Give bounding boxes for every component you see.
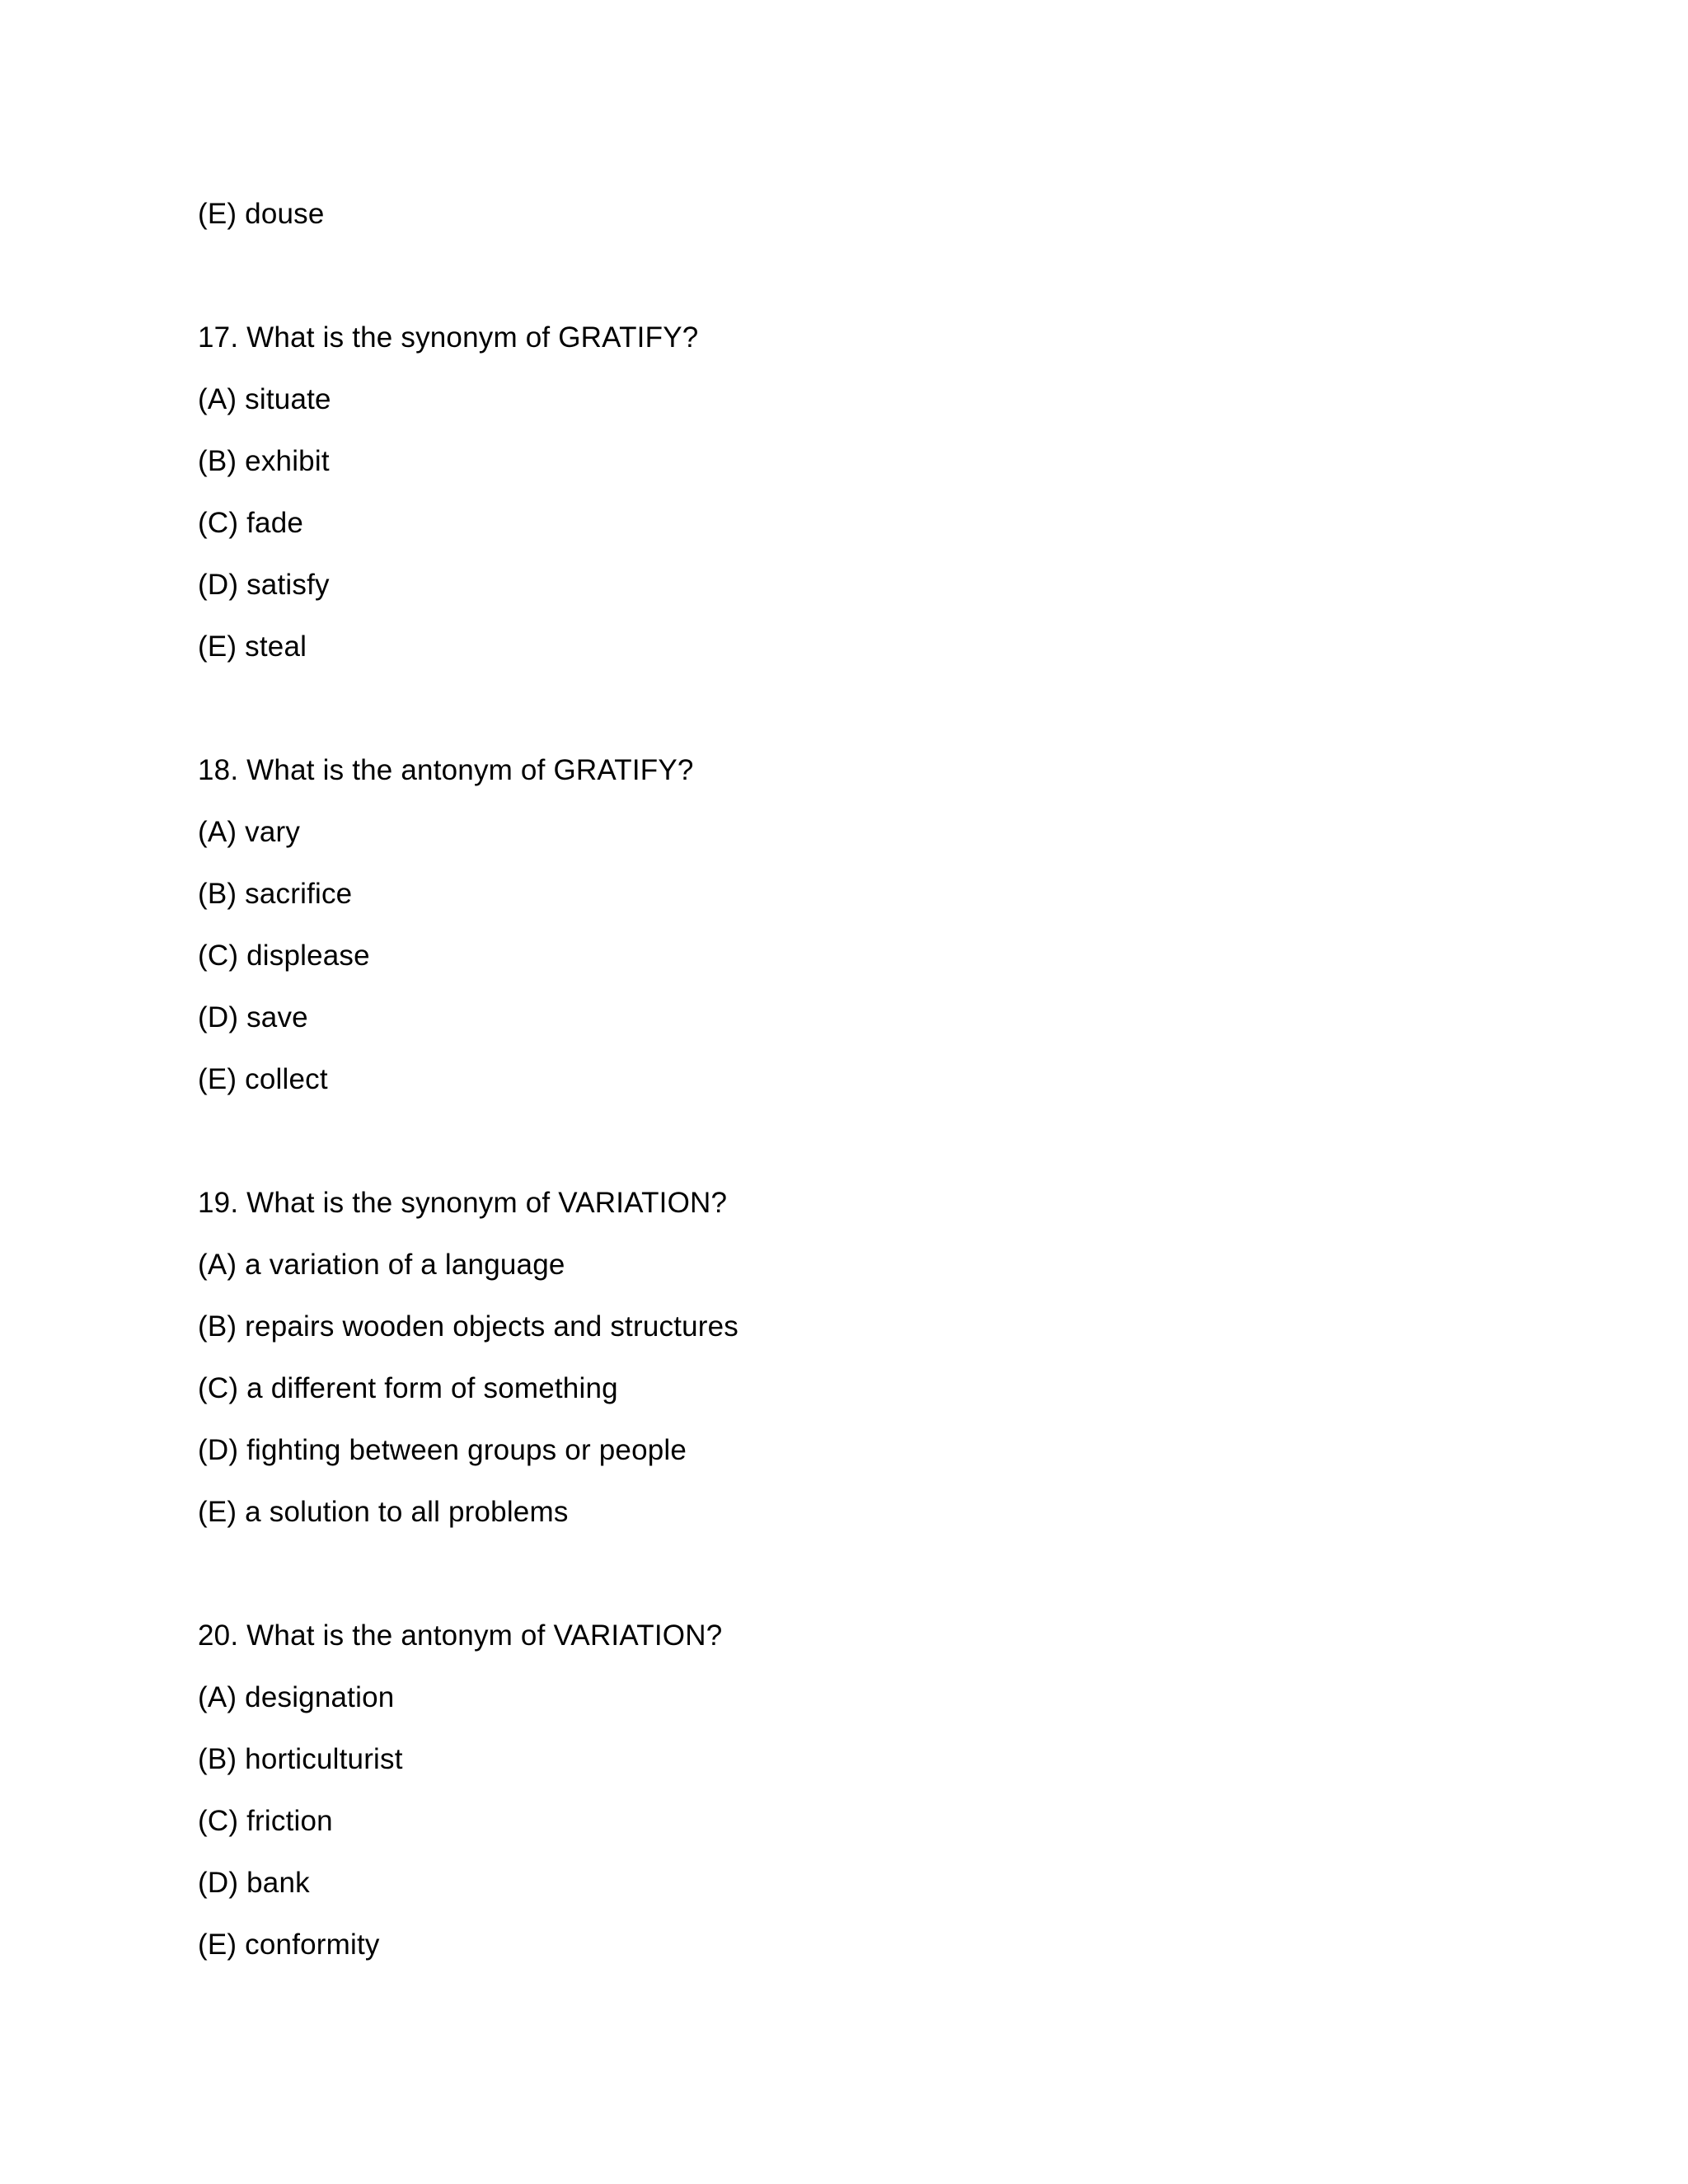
option-text: (E) collect xyxy=(198,1063,328,1095)
option-text: (E) steal xyxy=(198,630,307,663)
option-text: (E) a solution to all problems xyxy=(198,1496,569,1528)
option-text: (C) friction xyxy=(198,1805,333,1837)
option-text: (E) douse xyxy=(198,198,325,230)
question-prompt: 19. What is the synonym of VARIATION? xyxy=(198,1187,728,1219)
option-text: (B) exhibit xyxy=(198,445,330,477)
option-text: (D) satisfy xyxy=(198,569,330,601)
option-text: (A) a variation of a language xyxy=(198,1249,565,1281)
option-text: (B) horticulturist xyxy=(198,1743,403,1775)
option-text: (C) displease xyxy=(198,940,370,972)
option-text: (D) fighting between groups or people xyxy=(198,1434,687,1466)
option-text: (E) conformity xyxy=(198,1929,380,1961)
option-text: (B) sacrifice xyxy=(198,878,353,910)
option-text: (A) situate xyxy=(198,383,331,415)
option-text: (B) repairs wooden objects and structures xyxy=(198,1310,739,1343)
option-text: (D) save xyxy=(198,1001,308,1033)
option-text: (D) bank xyxy=(198,1867,310,1899)
option-text: (C) a different form of something xyxy=(198,1372,618,1404)
option-text: (A) vary xyxy=(198,816,301,848)
question-prompt: 20. What is the antonym of VARIATION? xyxy=(198,1619,723,1652)
question-prompt: 18. What is the antonym of GRATIFY? xyxy=(198,754,694,786)
option-text: (A) designation xyxy=(198,1681,395,1713)
question-prompt: 17. What is the synonym of GRATIFY? xyxy=(198,321,699,354)
option-text: (C) fade xyxy=(198,507,304,539)
